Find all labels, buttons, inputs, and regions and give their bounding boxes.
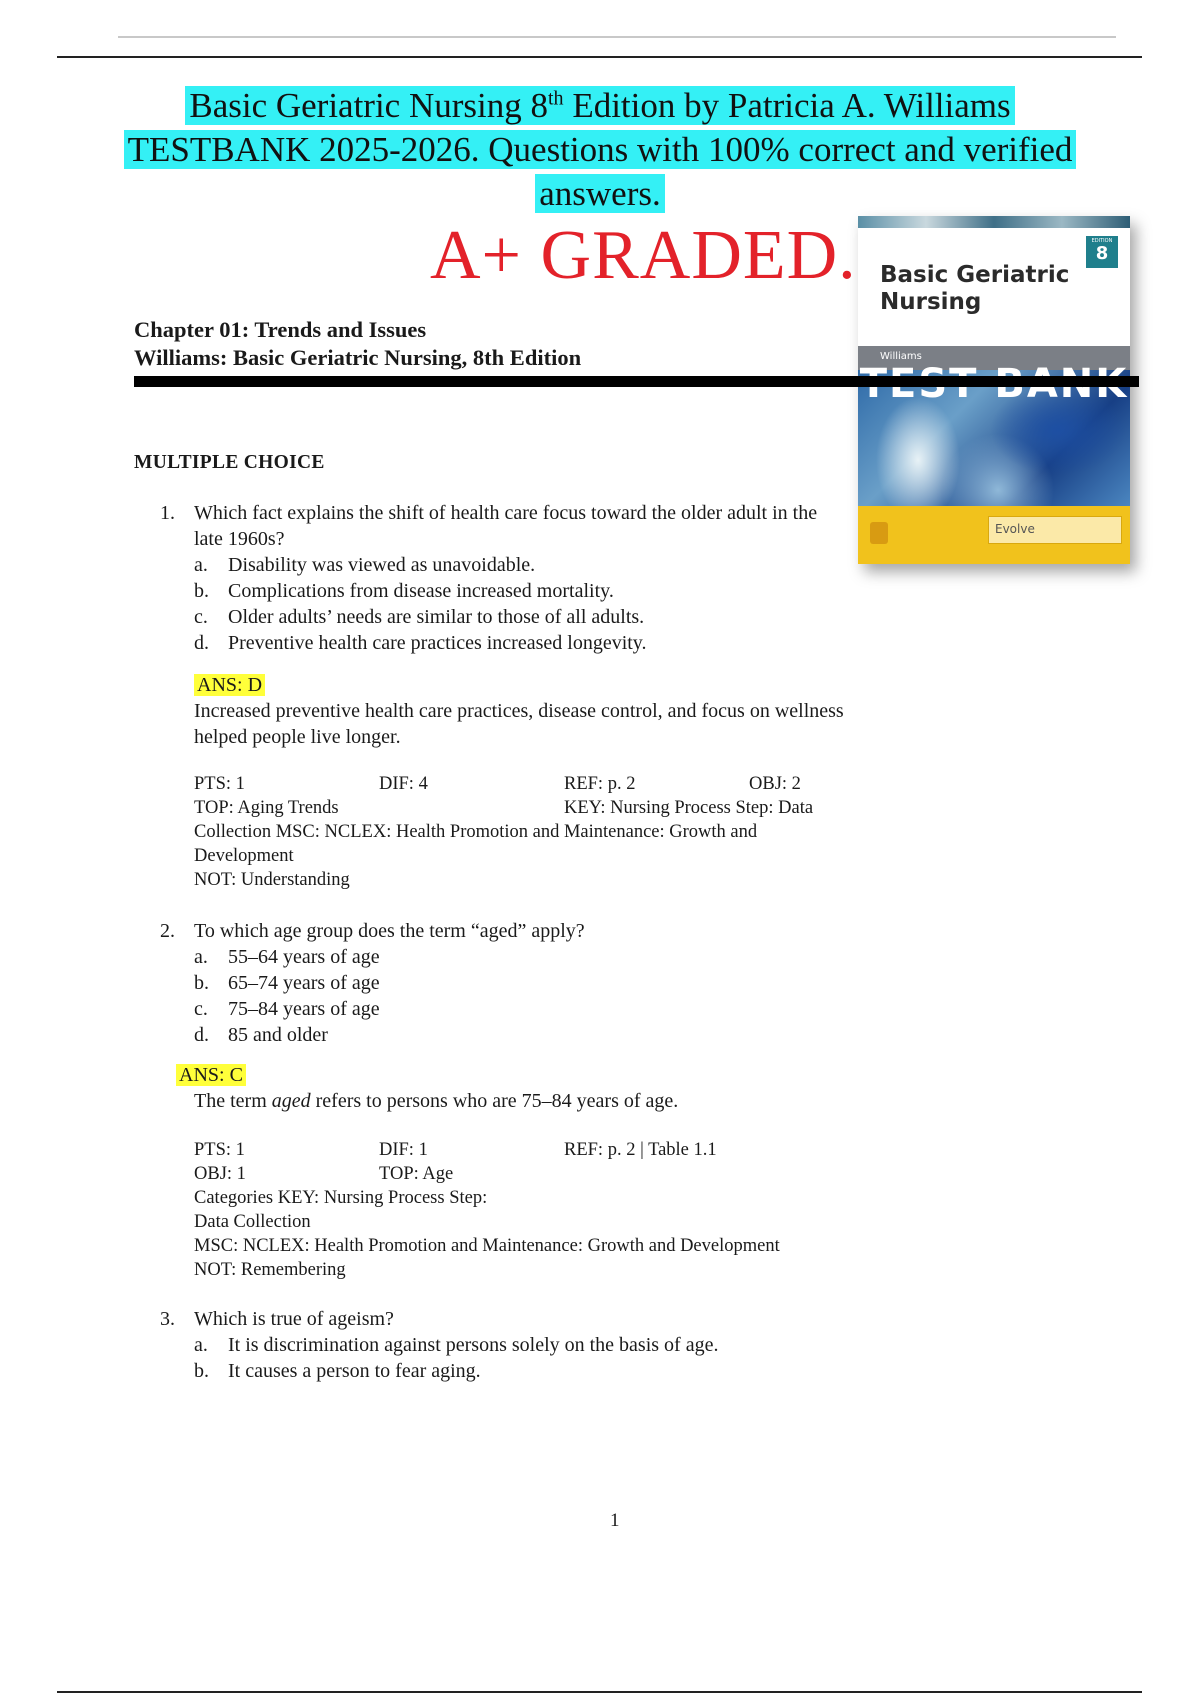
cover-evolve-box [988,516,1122,544]
cover-author: Williams [880,351,922,362]
option-c: c. Older adults’ needs are similar to those of all adults. [194,606,645,628]
meta-not: NOT: Remembering [194,1260,346,1280]
cover-edition-badge: EDITION 8 [1086,236,1118,268]
option-d: d. 85 and older [194,1024,328,1046]
option-a: a. 55–64 years of age [194,946,380,968]
option-b: b. Complications from disease increased mortality. [194,580,614,602]
answer-key: ANS: C [176,1062,246,1088]
chapter-heading [134,316,581,372]
meta-msc: Collection MSC: NCLEX: Health Promotion and Maintenance: Growth and [194,822,758,842]
title-line2: TESTBANK 2025-2026. Questions with 100% correct and verified [124,130,1077,169]
title-line1: Basic Geriatric Nursing 8th Edition by Patricia A. Williams [185,86,1014,125]
meta-obj: OBJ: 2 [749,774,801,794]
question-text: To which age group does the term “aged” apply? [194,920,585,942]
top-thin-rule [118,36,1116,38]
book-cover-image [858,216,1130,564]
question-text: Which fact explains the shift of health care focus toward the older adult in the late 1960s? [194,502,818,550]
meta-dif: DIF: 4 [379,774,428,794]
title-line3: answers. [535,174,665,213]
cover-top-strip [858,216,1130,228]
question-number: 3. [160,1308,175,1330]
chapter-book: Williams: Basic Geriatric Nursing, 8th Edition [134,345,582,370]
meta-top: TOP: Age [379,1164,454,1184]
option-a: a. Disability was viewed as unavoidable. [194,554,536,576]
section-heading: MULTIPLE CHOICE [134,452,325,473]
top-rule [57,56,1142,58]
question-text: Which is true of ageism? [194,1308,394,1330]
meta-msc-cont: Development [194,846,294,866]
page-number: 1 [610,1510,620,1531]
chapter-title: Chapter 01: Trends and Issues [134,317,427,342]
meta-pts: PTS: 1 [194,1140,245,1160]
option-b: b. It causes a person to fear aging. [194,1360,481,1382]
meta-msc: MSC: NCLEX: Health Promotion and Maintenance: Growth and Development [194,1236,780,1256]
heading-rule [134,376,1139,387]
option-a: a. It is discrimination against persons solely on the basis of age. [194,1334,719,1356]
meta-ref: REF: p. 2 | Table 1.1 [564,1140,717,1160]
meta-pts: PTS: 1 [194,774,245,794]
answer-key: ANS: D [194,672,265,698]
graded-label: A+ GRADED. [430,217,857,294]
meta-ref: REF: p. 2 [564,774,636,794]
cover-evolve-label: Evolve [995,522,1035,536]
document-title [60,84,1140,216]
rationale: The term aged refers to persons who are 75–84 years of age. [194,1090,679,1112]
meta-not: NOT: Understanding [194,870,350,890]
bottom-rule [57,1691,1142,1693]
question-3 [134,1306,894,1396]
option-b: b. 65–74 years of age [194,972,380,994]
question-number: 1. [160,502,175,524]
cover-title: Basic Geriatric Nursing [880,262,1070,315]
option-c: c. 75–84 years of age [194,998,380,1020]
meta-dif: DIF: 1 [379,1140,428,1160]
meta-key: Categories KEY: Nursing Process Step: [194,1188,488,1208]
meta-obj: OBJ: 1 [194,1164,246,1184]
question-1 [134,500,894,900]
meta-top: TOP: Aging Trends [194,798,339,818]
question-2 [134,918,894,1298]
rationale: Increased preventive health care practices, disease control, and focus on wellness helped people live longer. [194,700,844,748]
question-number: 2. [160,920,175,942]
meta-key-cont: Data Collection [194,1212,311,1232]
meta-key: KEY: Nursing Process Step: Data [564,798,814,818]
option-d: d. Preventive health care practices increased longevity. [194,632,647,654]
